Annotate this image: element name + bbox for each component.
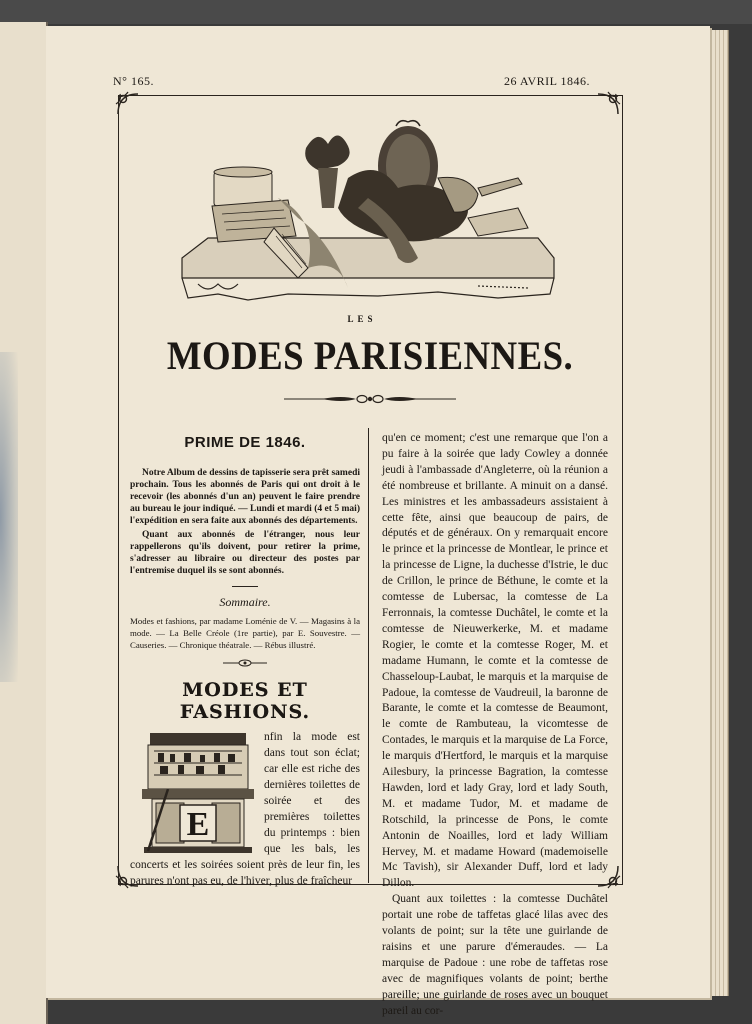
issue-date: 26 AVRIL 1846. <box>503 74 590 88</box>
dropcap-illustration <box>138 729 258 855</box>
fashion-text: nfin la mode est dans tout son éclat; car elle est riche des dernières toilettes de soirée et des premières toilettes du printemps : bien que les bals, les concerts et les soirées soient près de leur fin, les parures n'ont pas eu, de l'hiver, plus de fraîcheur <box>130 731 360 887</box>
left-column <box>130 432 360 889</box>
toilettes-paragraph: Quant aux toilettes : la comtesse Duchâtel portait une robe de taffetas glacé lilas avec des volants de point; sur la tête une guirlande de raisins et une parure d'émeraudes. — La marquise de Padoue : une robe de taffetas rose avec de magnifiques volants de point; berthe pareille; une guirlande de roses avec un bouquet pareil au cor- <box>382 893 608 1017</box>
previous-page-edge <box>0 22 48 1024</box>
prime-notice: Notre Album de dessins de tapisserie sera prêt samedi prochain. Tous les abonnés de Paris qui ont droit à le recevoir (les abonnés d'un an) peuvent le faire prendre au bureau le jour indiqué. — Lundi et mardi (4 et 5 mai) l'expédition en sera faite aux abonnés des départements. <box>130 468 360 526</box>
masthead-title: MODES PARISIENNES. <box>166 333 574 378</box>
sommaire-text: Modes et fashions, par madame Loménie de V. — Magasins à la mode. — La Belle Créole (1re partie), par E. Souvestre. — Causeries. — Chronique théatrale. — Rébus illustré. <box>130 616 360 650</box>
right-column <box>382 431 608 1020</box>
corner-ornament-icon <box>594 90 622 118</box>
sommaire-heading: Sommaire. <box>219 595 271 609</box>
prime-notice-foreign: Quant aux abonnés de l'étranger, nous leur rappellerons qu'ils doivent, pour retirer la prime, s'adresser au libraire ou directeur des postes par l'entremise duquel ils se sont abonnés. <box>130 530 360 576</box>
still-life-engraving <box>178 118 558 306</box>
masthead-les: LES <box>347 314 377 324</box>
issue-number: N° 165. <box>113 74 154 88</box>
prime-heading: PRIME DE 1846. <box>184 434 306 451</box>
section-body <box>130 729 360 889</box>
dropcap-letter: E <box>186 806 210 843</box>
soiree-paragraph: qu'en ce moment; c'est une remarque que l'on a pu faire à la soirée que lady Cowley a donnée jeudi à l'ambassade d'Angleterre, où la réunion a été nombreuse et brillante. A minuit on a dansé. Les ministres et les ambassadeurs assistaient à cette fête, ainsi que beaucoup de pairs, de députés et de généraux. On y remarquait encore le prince et la princesse de Montlear, le prince et la princesse de Ligne, la duchesse d'Istrie, le duc de Crillon, le prince de Béthune, le comte et la comtesse de Lubersac, la comtesse de La Ferronnais, la comtesse Duchâtel, le comte et la comtesse de Nieuwerkerke, M. et madame Rogier, le comte et la comtesse Roger, M. et madame Humann, le comte et la comtesse de Chasseloup-Laubat, le marquis et la marquise de Padoue, la comtesse de Vaudreuil, la baronne de Barante, le comte et la comtesse de Beaumont, le comte de Rambuteau, la vicomtesse de Contades, le marquis et la marquise de La Force, le marquis d'Hertford, le marquis et la marquise Ailesbury, la princesse Bagration, la comtesse Hawden, lord et lady Gray, lord et lady South, M. et madame Tudor, M. et madame de Rotschild, la princesse de Pons, le comte Antonin de Noailles, lord et lady William Hervey, M. et madame Howard (mademoiselle Mc Tavish), sir Alexander Duff, lord et lady Dillon. <box>382 432 608 890</box>
small-flourish-icon <box>221 659 269 667</box>
title-flourish-icon <box>282 392 458 406</box>
corner-ornament-icon <box>114 90 142 118</box>
short-rule <box>232 586 258 587</box>
column-divider <box>368 428 369 883</box>
scan-background <box>0 0 752 24</box>
section-heading: MODES ET FASHIONS. <box>179 679 311 723</box>
ink-blot <box>0 352 18 682</box>
